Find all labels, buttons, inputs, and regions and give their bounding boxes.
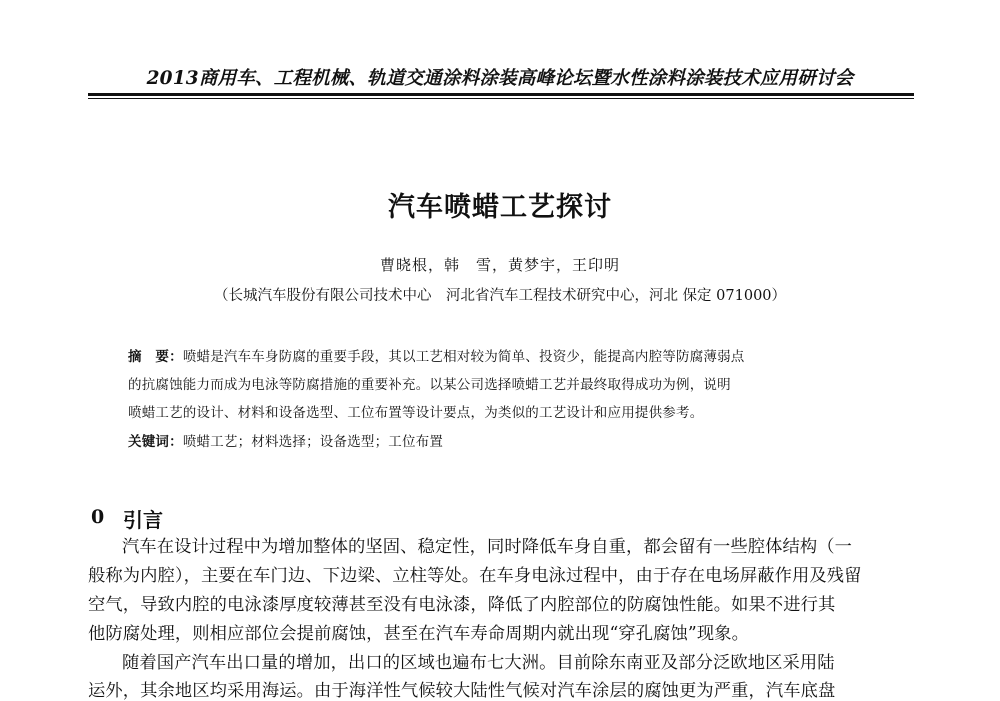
section-title: 引言 — [123, 508, 163, 532]
body-line-5: 随着国产汽车出口量的增加，出口的区域也遍布七大洲。目前除东南亚及部分泛欧地区采用陆 — [122, 653, 835, 673]
keywords-text: 喷蜡工艺；材料选择；设备选型；工位布置 — [182, 434, 444, 450]
abstract-text-1: 喷蜡是汽车车身防腐的重要手段，其以工艺相对较为简单、投资少，能提高内腔等防腐薄弱点 — [182, 349, 745, 365]
conference-header: 2013商用车、工程机械、轨道交通涂料涂装高峰论坛暨水性涂料涂装技术应用研讨会 — [146, 68, 854, 89]
body-line-4: 他防腐处理，则相应部位会提前腐蚀，甚至在汽车寿命周期内就出现“穿孔腐蚀”现象。 — [88, 624, 749, 644]
abstract-line-3: 喷蜡工艺的设计、材料和设备选型、工位布置等设计要点，为类似的工艺设计和应用提供参考。 — [128, 405, 704, 421]
paper-title: 汽车喷蜡工艺探讨 — [388, 192, 612, 223]
abstract-line-1 — [128, 345, 745, 365]
body-line-1: 汽车在设计过程中为增加整体的坚固、稳定性，同时降低车身自重，都会留有一些腔体结构（一 — [122, 537, 853, 557]
header-rule-thin — [88, 98, 914, 99]
paper-authors: 曹晓根，韩 雪，黄梦宇，王印明 — [379, 256, 620, 274]
body-line-2: 般称为内腔），主要在车门边、下边梁、立柱等处。在车身电泳过程中，由于存在电场屏蔽作用及残留 — [88, 566, 862, 586]
paper-affiliation: （长城汽车股份有限公司技术中心 河北省汽车工程技术研究中心，河北 保定 071000） — [213, 288, 787, 304]
abstract-label: 摘 要： — [128, 349, 183, 365]
section-number: 0 — [91, 506, 105, 528]
keywords-line — [128, 430, 443, 450]
body-line-3: 空气，导致内腔的电泳漆厚度较薄甚至没有电泳漆，降低了内腔部位的防腐蚀性能。如果不进行其 — [88, 595, 836, 615]
header-rule-thick — [88, 93, 914, 96]
keywords-label: 关键词： — [128, 434, 183, 450]
abstract-line-2: 的抗腐蚀能力而成为电泳等防腐措施的重要补充。以某公司选择喷蜡工艺并最终取得成功为例，说明 — [128, 377, 731, 393]
body-line-6: 运外，其余地区均采用海运。由于海洋性气候较大陆性气候对汽车涂层的腐蚀更为严重，汽车底盘 — [88, 681, 836, 701]
